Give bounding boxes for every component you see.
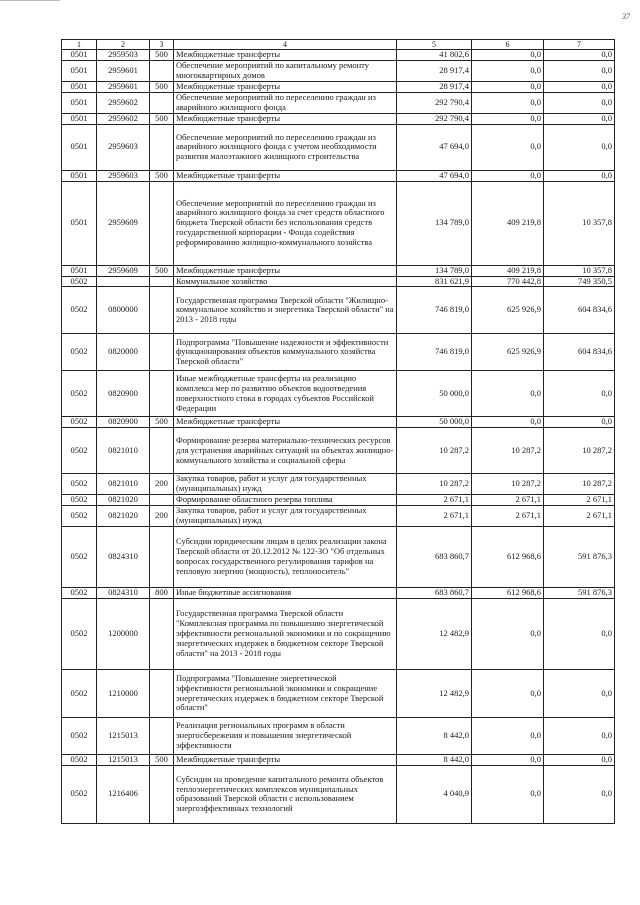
item-name-cell: Обеспечение мероприятий по переселению граждан из аварийного жилищного фонда <box>174 92 397 113</box>
amount-col7-cell: 0,0 <box>544 599 615 670</box>
table-row <box>62 276 615 287</box>
expense-type-cell <box>150 181 174 265</box>
expense-type-cell: 500 <box>150 82 174 93</box>
target-code-cell: 2959609 <box>97 265 150 276</box>
table-row <box>62 92 615 113</box>
amount-col6-cell: 0,0 <box>472 170 544 181</box>
header-cell-7: 7 <box>544 40 615 50</box>
table-row <box>62 474 615 495</box>
amount-col5-cell: 50 000,0 <box>397 417 472 428</box>
target-code-cell: 0800000 <box>97 287 150 334</box>
header-row <box>62 40 615 50</box>
expense-type-cell <box>150 371 174 417</box>
amount-col6-cell: 612 968,6 <box>472 527 544 588</box>
expense-type-cell: 500 <box>150 113 174 124</box>
item-name-cell: Формирование резерва материально-технических ресурсов для устранения аварийных ситуаций на объектах жилищно-коммунального хозяйства и социальной сферы <box>174 428 397 474</box>
section-code-cell: 0502 <box>62 428 97 474</box>
table-row <box>62 287 615 334</box>
item-name-cell: Межбюджетные трансферты <box>174 417 397 428</box>
amount-col5-cell: 12 482,9 <box>397 670 472 718</box>
target-code-cell: 2959601 <box>97 61 150 82</box>
amount-col7-cell: 604 834,6 <box>544 287 615 334</box>
section-code-cell: 0502 <box>62 506 97 527</box>
target-code-cell: 2959602 <box>97 92 150 113</box>
table-row <box>62 124 615 170</box>
item-name-cell: Коммунальное хозяйство <box>174 276 397 287</box>
amount-col6-cell: 2 671,1 <box>472 495 544 506</box>
section-code-cell: 0501 <box>62 61 97 82</box>
item-name-cell: Обеспечение мероприятий по переселению граждан из аварийного жилищного фонда с учетом необходимости развития малоэтажного жилищного строительства <box>174 124 397 170</box>
section-code-cell: 0502 <box>62 599 97 670</box>
item-name-cell: Государственная программа Тверской области "Жилищно-коммунальное хозяйство и энергетика Тверской области" на 2013 - 2018 годы <box>174 287 397 334</box>
item-name-cell: Подпрограмма "Повышение надежности и эффективности функционирования объектов коммунального хозяйства Тверской области" <box>174 334 397 371</box>
amount-col5-cell: 746 819,0 <box>397 287 472 334</box>
item-name-cell: Межбюджетные трансферты <box>174 82 397 93</box>
amount-col6-cell: 0,0 <box>472 718 544 755</box>
expense-type-cell <box>150 334 174 371</box>
budget-table <box>61 39 615 824</box>
amount-col5-cell: 683 860,7 <box>397 527 472 588</box>
amount-col6-cell: 0,0 <box>472 124 544 170</box>
header-cell-1: 1 <box>62 40 97 50</box>
section-code-cell: 0502 <box>62 765 97 823</box>
amount-col7-cell: 0,0 <box>544 92 615 113</box>
item-name-cell: Реализация региональных программ в области энергосбережения и повышения энергетической эффективности <box>174 718 397 755</box>
table-row <box>62 265 615 276</box>
amount-col5-cell: 10 287,2 <box>397 474 472 495</box>
amount-col7-cell: 2 671,1 <box>544 495 615 506</box>
section-code-cell: 0502 <box>62 276 97 287</box>
amount-col7-cell: 0,0 <box>544 113 615 124</box>
amount-col5-cell: 28 917,4 <box>397 61 472 82</box>
table-row <box>62 670 615 718</box>
amount-col6-cell: 0,0 <box>472 82 544 93</box>
amount-col5-cell: 12 482,9 <box>397 599 472 670</box>
amount-col6-cell: 0,0 <box>472 755 544 766</box>
expense-type-cell <box>150 61 174 82</box>
amount-col7-cell: 0,0 <box>544 82 615 93</box>
amount-col5-cell: 292 790,4 <box>397 113 472 124</box>
amount-col5-cell: 134 789,0 <box>397 265 472 276</box>
amount-col7-cell: 10 357,8 <box>544 265 615 276</box>
item-name-cell: Закупка товаров, работ и услуг для государственных (муниципальных) нужд <box>174 506 397 527</box>
item-name-cell: Межбюджетные трансферты <box>174 113 397 124</box>
amount-col7-cell: 604 834,6 <box>544 334 615 371</box>
table-row <box>62 718 615 755</box>
expense-type-cell <box>150 527 174 588</box>
amount-col6-cell: 0,0 <box>472 92 544 113</box>
amount-col6-cell: 0,0 <box>472 417 544 428</box>
target-code-cell: 2959603 <box>97 124 150 170</box>
section-code-cell: 0501 <box>62 181 97 265</box>
amount-col6-cell: 625 926,9 <box>472 334 544 371</box>
scan-edge-mark <box>0 0 60 4</box>
amount-col5-cell: 134 789,0 <box>397 181 472 265</box>
table-row <box>62 428 615 474</box>
header-cell-4: 4 <box>174 40 397 50</box>
section-code-cell: 0501 <box>62 82 97 93</box>
amount-col6-cell: 10 287,2 <box>472 474 544 495</box>
item-name-cell: Межбюджетные трансферты <box>174 50 397 61</box>
target-code-cell: 0821020 <box>97 495 150 506</box>
expense-type-cell <box>150 124 174 170</box>
expense-type-cell <box>150 718 174 755</box>
amount-col6-cell: 0,0 <box>472 50 544 61</box>
expense-type-cell <box>150 276 174 287</box>
amount-col5-cell: 41 802,6 <box>397 50 472 61</box>
page-number: 37 <box>622 12 630 21</box>
expense-type-cell <box>150 92 174 113</box>
item-name-cell: Субсидии на проведение капитального ремонта объектов теплоэнергетических комплексов муниципальных образований Тверской области с использованием энергоэффективных технологий <box>174 765 397 823</box>
amount-col7-cell: 0,0 <box>544 755 615 766</box>
section-code-cell: 0501 <box>62 265 97 276</box>
section-code-cell: 0502 <box>62 670 97 718</box>
expense-type-cell <box>150 428 174 474</box>
item-name-cell: Межбюджетные трансферты <box>174 755 397 766</box>
amount-col7-cell: 591 876,3 <box>544 527 615 588</box>
target-code-cell: 1216406 <box>97 765 150 823</box>
target-code-cell: 0821020 <box>97 506 150 527</box>
amount-col5-cell: 4 040,9 <box>397 765 472 823</box>
item-name-cell: Иные бюджетные ассигнования <box>174 588 397 599</box>
amount-col6-cell: 0,0 <box>472 765 544 823</box>
table-row <box>62 417 615 428</box>
amount-col7-cell: 0,0 <box>544 124 615 170</box>
amount-col6-cell: 409 219,8 <box>472 265 544 276</box>
amount-col6-cell: 770 442,8 <box>472 276 544 287</box>
section-code-cell: 0501 <box>62 92 97 113</box>
target-code-cell: 0820000 <box>97 334 150 371</box>
amount-col6-cell: 0,0 <box>472 113 544 124</box>
amount-col5-cell: 28 917,4 <box>397 82 472 93</box>
amount-col5-cell: 10 287,2 <box>397 428 472 474</box>
item-name-cell: Межбюджетные трансферты <box>174 170 397 181</box>
amount-col6-cell: 612 968,6 <box>472 588 544 599</box>
table-row <box>62 527 615 588</box>
amount-col7-cell: 749 350,5 <box>544 276 615 287</box>
expense-type-cell: 500 <box>150 417 174 428</box>
amount-col7-cell: 2 671,1 <box>544 506 615 527</box>
expense-type-cell <box>150 287 174 334</box>
expense-type-cell: 500 <box>150 755 174 766</box>
amount-col6-cell: 2 671,1 <box>472 506 544 527</box>
expense-type-cell: 500 <box>150 265 174 276</box>
table-row <box>62 50 615 61</box>
section-code-cell: 0501 <box>62 113 97 124</box>
amount-col7-cell: 0,0 <box>544 371 615 417</box>
target-code-cell: 2959503 <box>97 50 150 61</box>
expense-type-cell: 500 <box>150 50 174 61</box>
target-code-cell: 1200000 <box>97 599 150 670</box>
section-code-cell: 0502 <box>62 417 97 428</box>
target-code-cell: 1215013 <box>97 718 150 755</box>
expense-type-cell: 800 <box>150 588 174 599</box>
item-name-cell: Обеспечение мероприятий по капитальному ремонту многоквартирных домов <box>174 61 397 82</box>
table-row <box>62 506 615 527</box>
amount-col7-cell: 0,0 <box>544 718 615 755</box>
target-code-cell: 2959609 <box>97 181 150 265</box>
section-code-cell: 0502 <box>62 527 97 588</box>
section-code-cell: 0502 <box>62 718 97 755</box>
header-cell-5: 5 <box>397 40 472 50</box>
section-code-cell: 0501 <box>62 170 97 181</box>
amount-col7-cell: 10 287,2 <box>544 474 615 495</box>
table-row <box>62 371 615 417</box>
table-row <box>62 495 615 506</box>
amount-col7-cell: 0,0 <box>544 417 615 428</box>
table-row <box>62 170 615 181</box>
item-name-cell: Обеспечение мероприятий по переселению граждан из аварийного жилищного фонда за счет средств областного бюджета Тверской области без использования средств государственной корпорации - Фонда содействия реформированию жилищно-коммунального хозяйства <box>174 181 397 265</box>
amount-col5-cell: 683 860,7 <box>397 588 472 599</box>
amount-col7-cell: 0,0 <box>544 670 615 718</box>
amount-col5-cell: 2 671,1 <box>397 506 472 527</box>
amount-col6-cell: 0,0 <box>472 371 544 417</box>
target-code-cell: 1215013 <box>97 755 150 766</box>
table-row <box>62 113 615 124</box>
target-code-cell: 1210000 <box>97 670 150 718</box>
target-code-cell: 0824310 <box>97 527 150 588</box>
amount-col5-cell: 2 671,1 <box>397 495 472 506</box>
target-code-cell: 2959601 <box>97 82 150 93</box>
section-code-cell: 0502 <box>62 755 97 766</box>
target-code-cell: 0824310 <box>97 588 150 599</box>
amount-col7-cell: 10 357,8 <box>544 181 615 265</box>
amount-col6-cell: 0,0 <box>472 61 544 82</box>
amount-col7-cell: 0,0 <box>544 765 615 823</box>
table-row <box>62 334 615 371</box>
amount-col5-cell: 8 442,0 <box>397 718 472 755</box>
amount-col6-cell: 0,0 <box>472 670 544 718</box>
expense-type-cell <box>150 765 174 823</box>
amount-col7-cell: 591 876,3 <box>544 588 615 599</box>
amount-col5-cell: 47 694,0 <box>397 124 472 170</box>
expense-type-cell: 200 <box>150 506 174 527</box>
amount-col6-cell: 0,0 <box>472 599 544 670</box>
table-row <box>62 82 615 93</box>
item-name-cell: Подпрограмма "Повышение энергетической эффективности региональной экономики и сокращение энергетических издержек в бюджетном секторе Тверской области" <box>174 670 397 718</box>
table-row <box>62 588 615 599</box>
target-code-cell <box>97 276 150 287</box>
amount-col6-cell: 625 926,9 <box>472 287 544 334</box>
item-name-cell: Формирование областного резерва топлива <box>174 495 397 506</box>
amount-col7-cell: 10 287,2 <box>544 428 615 474</box>
section-code-cell: 0502 <box>62 371 97 417</box>
expense-type-cell <box>150 495 174 506</box>
expense-type-cell: 200 <box>150 474 174 495</box>
header-cell-2: 2 <box>97 40 150 50</box>
item-name-cell: Государственная программа Тверской области "Комплексная программа по повышению энергетической эффективности региональной экономики и по сокращению энергетических издержек в бюджетном секторе Тверской области" на 2013 - 2018 годы <box>174 599 397 670</box>
item-name-cell: Закупка товаров, работ и услуг для государственных (муниципальных) нужд <box>174 474 397 495</box>
item-name-cell: Межбюджетные трансферты <box>174 265 397 276</box>
section-code-cell: 0502 <box>62 588 97 599</box>
amount-col7-cell: 0,0 <box>544 170 615 181</box>
amount-col5-cell: 746 819,0 <box>397 334 472 371</box>
section-code-cell: 0502 <box>62 334 97 371</box>
amount-col7-cell: 0,0 <box>544 61 615 82</box>
amount-col6-cell: 409 219,8 <box>472 181 544 265</box>
section-code-cell: 0502 <box>62 287 97 334</box>
amount-col5-cell: 50 000,0 <box>397 371 472 417</box>
amount-col5-cell: 47 694,0 <box>397 170 472 181</box>
table-row <box>62 765 615 823</box>
section-code-cell: 0501 <box>62 124 97 170</box>
item-name-cell: Субсидии юридическим лицам в целях реализации закона Тверской области от 20.12.2012 № 122-ЗО "Об отдельных вопросах государственного регулирования тарифов на тепловую энергию (мощность), теплоноситель" <box>174 527 397 588</box>
header-cell-3: 3 <box>150 40 174 50</box>
table-row <box>62 181 615 265</box>
expense-type-cell: 500 <box>150 170 174 181</box>
expense-type-cell <box>150 599 174 670</box>
table-body <box>62 40 615 824</box>
item-name-cell: Иные межбюджетные трансферты на реализацию комплекса мер по развитию объектов водоотведения поверхностного стока в городах субъектов Российской Федерации <box>174 371 397 417</box>
section-code-cell: 0501 <box>62 50 97 61</box>
target-code-cell: 2959602 <box>97 113 150 124</box>
section-code-cell: 0502 <box>62 474 97 495</box>
amount-col7-cell: 0,0 <box>544 50 615 61</box>
section-code-cell: 0502 <box>62 495 97 506</box>
target-code-cell: 0821010 <box>97 474 150 495</box>
header-cell-6: 6 <box>472 40 544 50</box>
table-row <box>62 61 615 82</box>
table-row <box>62 755 615 766</box>
target-code-cell: 0820900 <box>97 371 150 417</box>
expense-type-cell <box>150 670 174 718</box>
amount-col5-cell: 8 442,0 <box>397 755 472 766</box>
target-code-cell: 2959603 <box>97 170 150 181</box>
target-code-cell: 0820900 <box>97 417 150 428</box>
amount-col6-cell: 10 287,2 <box>472 428 544 474</box>
amount-col5-cell: 831 621,9 <box>397 276 472 287</box>
table-row <box>62 599 615 670</box>
target-code-cell: 0821010 <box>97 428 150 474</box>
amount-col5-cell: 292 790,4 <box>397 92 472 113</box>
